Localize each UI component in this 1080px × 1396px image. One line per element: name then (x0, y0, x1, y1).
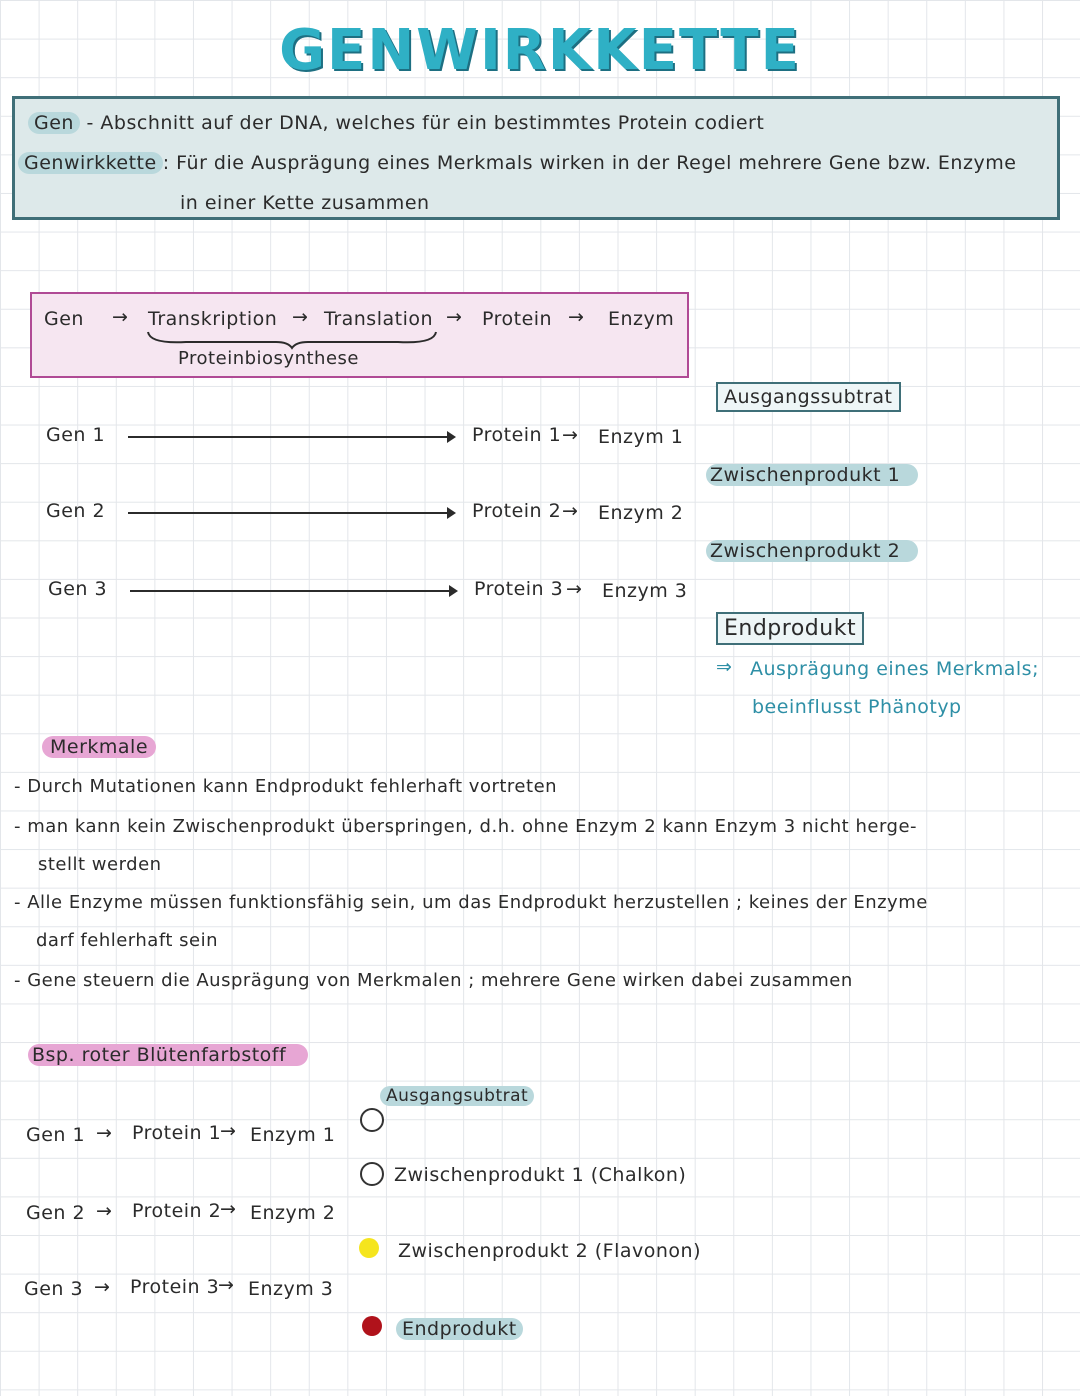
arrow-icon: → (446, 306, 463, 328)
color-dot-yellow (359, 1238, 379, 1258)
chain-gen-2: Gen 2 (46, 500, 106, 522)
ausgangssubstrat-box: Ausgangssubtrat (716, 382, 901, 412)
arrow-line-3 (130, 590, 450, 592)
example-gen-3: Gen 3 (24, 1278, 84, 1300)
merkmal-bullet: - Alle Enzyme müssen funktionsfähig sein, um das Endprodukt herzustellen ; keines der Enzyme (14, 892, 928, 913)
chain-protein-2: Protein 2 (472, 500, 562, 522)
implies-icon: ⇒ (716, 656, 733, 678)
biosynthesis-protein: Protein (482, 308, 553, 330)
biosynthesis-enzym: Enzym (608, 308, 675, 330)
gen-definition (28, 112, 764, 134)
page-title: GENWIRKKETTE (279, 18, 801, 83)
biosynthesis-label: Proteinbiosynthese (178, 348, 359, 369)
endprodukt-box: Endprodukt (716, 612, 864, 645)
merkmal-bullet: - Durch Mutationen kann Endprodukt fehlerhaft vortreten (14, 776, 558, 797)
chain-gen-3: Gen 3 (48, 578, 108, 600)
arrow-icon: → (220, 1198, 237, 1220)
arrow-icon: → (218, 1274, 235, 1296)
merkmale-heading: Merkmale (42, 736, 156, 758)
gen-term: Gen (28, 112, 80, 134)
arrow-icon: → (562, 424, 579, 446)
chain-protein-1: Protein 1 (472, 424, 562, 446)
genwirkkette-term: Genwirkkette (18, 152, 163, 174)
biosynthesis-transkription: Transkription (148, 308, 278, 330)
merkmal-bullet: - man kann kein Zwischenprodukt überspringen, d.h. ohne Enzym 2 kann Enzym 3 nicht herge- (14, 816, 918, 837)
arrow-icon: → (562, 500, 579, 522)
example-protein-1: Protein 1 (132, 1122, 222, 1144)
arrow-icon: → (566, 578, 583, 600)
arrow-icon: → (94, 1276, 111, 1298)
arrow-icon: → (112, 306, 129, 328)
arrow-icon: → (96, 1122, 113, 1144)
example-heading: Bsp. roter Blütenfarbstoff (28, 1044, 308, 1066)
merkmal-bullet-continued: darf fehlerhaft sein (36, 930, 218, 951)
example-enzym-2: Enzym 2 (250, 1202, 336, 1224)
biosynthesis-gen: Gen (44, 308, 84, 330)
zwischenprodukt-2: Zwischenprodukt 2 (706, 540, 918, 562)
example-zwischenprodukt-2: Zwischenprodukt 2 (Flavonon) (398, 1240, 702, 1262)
arrow-line-1 (128, 436, 448, 438)
arrow-icon: → (96, 1200, 113, 1222)
arrow-icon: → (568, 306, 585, 328)
merkmal-bullet-continued: stellt werden (38, 854, 162, 875)
chain-enzym-3: Enzym 3 (602, 580, 688, 602)
example-gen-1: Gen 1 (26, 1124, 86, 1146)
chain-gen-1: Gen 1 (46, 424, 106, 446)
example-gen-2: Gen 2 (26, 1202, 86, 1224)
zwischenprodukt-1: Zwischenprodukt 1 (706, 464, 918, 486)
color-dot-white (360, 1108, 384, 1132)
auspraegung-line-2: beeinflusst Phänotyp (752, 696, 962, 718)
example-zwischenprodukt-1: Zwischenprodukt 1 (Chalkon) (394, 1164, 687, 1186)
gen-definition-text: - Abschnitt auf der DNA, welches für ein bestimmtes Protein codiert (86, 112, 765, 134)
example-endprodukt: Endprodukt (396, 1318, 523, 1340)
genwirkkette-definition-line2: in einer Kette zusammen (180, 192, 430, 214)
example-protein-3: Protein 3 (130, 1276, 220, 1298)
color-dot-white (360, 1162, 384, 1186)
biosynthesis-translation: Translation (324, 308, 434, 330)
brace-icon (146, 330, 438, 350)
chain-protein-3: Protein 3 (474, 578, 564, 600)
chain-enzym-2: Enzym 2 (598, 502, 684, 524)
chain-enzym-1: Enzym 1 (598, 426, 684, 448)
example-ausgangssubstrat: Ausgangsubtrat (380, 1086, 534, 1106)
auspraegung-line-1: Ausprägung eines Merkmals; (750, 658, 1039, 680)
example-protein-2: Protein 2 (132, 1200, 222, 1222)
example-enzym-1: Enzym 1 (250, 1124, 336, 1146)
genwirkkette-definition-text: : Für die Ausprägung eines Merkmals wirken in der Regel mehrere Gene bzw. Enzyme (162, 152, 1017, 174)
arrow-icon: → (220, 1120, 237, 1142)
color-dot-red (362, 1316, 382, 1336)
example-enzym-3: Enzym 3 (248, 1278, 334, 1300)
arrow-icon: → (292, 306, 309, 328)
genwirkkette-definition (18, 152, 1016, 174)
merkmal-bullet: - Gene steuern die Ausprägung von Merkmalen ; mehrere Gene wirken dabei zusammen (14, 970, 853, 991)
arrow-line-2 (128, 512, 448, 514)
